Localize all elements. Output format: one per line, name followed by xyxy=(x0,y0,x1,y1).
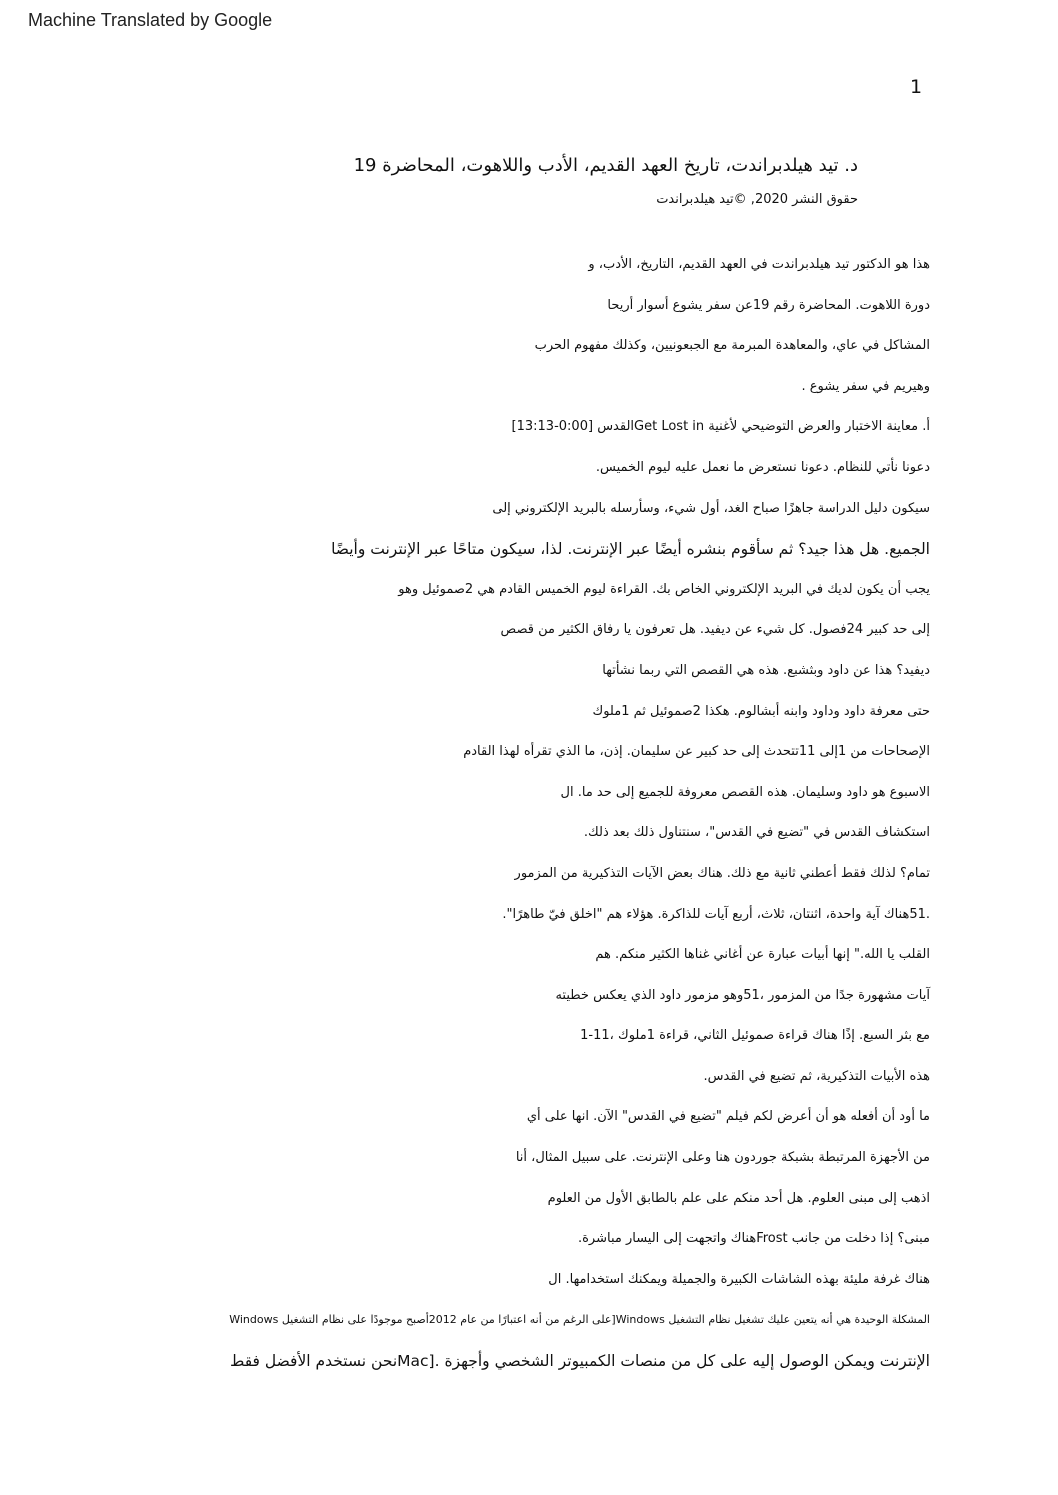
transcript-body xyxy=(110,254,930,1391)
text-line: دعونا نأتي للنظام. دعونا نستعرض ما نعمل عليه ليوم الخميس. xyxy=(595,459,930,475)
text-line: هذا هو الدكتور تيد هيلدبراندت في العهد القديم، التاريخ، الأدب، و xyxy=(588,257,930,272)
text-line: حتى معرفة داود وداود وابنه أبشالوم. هكذا 2صموئيل ثم 1ملوك xyxy=(592,703,930,719)
section-heading: أ. معاينة الاختبار والعرض التوضيحي لأغنية Get Lost inالقدس [0:00-13:13] xyxy=(511,419,930,435)
text-line: دورة اللاهوت. المحاضرة رقم 19عن سفر يشوع أسوار أريحا xyxy=(607,297,930,313)
text-line: القلب يا الله." إنها أبيات عبارة عن أغاني غناها الكثير منكم. هم xyxy=(595,947,930,963)
text-line: من الأجهزة المرتبطة بشبكة جوردون هنا وعلى الإنترنت. على سبيل المثال، أنا xyxy=(515,1150,930,1166)
text-line: استكشاف القدس في "تضيع في القدس"، سنتناول ذلك بعد ذلك. xyxy=(583,825,930,841)
text-line: إلى حد كبير 24فصول. كل شيء عن ديفيد. هل تعرفون يا رفاق الكثير من قصص xyxy=(500,622,930,638)
text-line: هذه الأبيات التذكيرية، ثم تضيع في القدس. xyxy=(703,1068,930,1084)
text-line: سيكون دليل الدراسة جاهزًا صباح الغد، أول شيء، وسأرسله بالبريد الإلكتروني إلى xyxy=(492,500,930,516)
text-line: هناك غرفة مليئة بهذه الشاشات الكبيرة والجميلة ويمكنك استخدامها. ال xyxy=(548,1271,930,1287)
text-line: المشاكل في عاي، والمعاهدة المبرمة مع الجبعونيين، وكذلك مفهوم الحرب xyxy=(534,338,930,354)
text-line: .51هناك آية واحدة، اثنتان، ثلاث، أربع آيات للذاكرة. هؤلاء هم "اخلق فيّ طاهرًا". xyxy=(502,906,930,922)
text-line: الإصحاحات من 1إلى 11تتحدث إلى حد كبير عن سليمان. إذن، ما الذي تقرأه لهذا القادم xyxy=(463,744,930,760)
text-line: مبنى؟ إذا دخلت من جانب Frostهناك واتجهت إلى اليسار مباشرة. xyxy=(577,1231,930,1247)
text-line: ما أود أن أفعله هو أن أعرض لكم فيلم "تضيع في القدس" الآن. انها على أي xyxy=(526,1109,930,1125)
page-number: 1 xyxy=(910,76,923,98)
machine-translation-banner: Machine Translated by Google xyxy=(28,10,273,30)
text-line: وهيريم في سفر يشوع . xyxy=(801,378,930,394)
copyright-line: حقوق النشر 2020, ©تيد هيلدبراندت xyxy=(656,192,858,207)
text-line: اذهب إلى مبنى العلوم. هل أحد منكم على علم بالطابق الأول من العلوم xyxy=(547,1190,930,1206)
text-line: الجميع. هل هذا جيد؟ ثم سأقوم بنشره أيضًا عبر الإنترنت. لذا، سيكون متاحًا عبر الإنترنت وأيضًا xyxy=(331,540,930,559)
text-line: آيات مشهورة جدًا من المزمور ،51وهو مزمور داود الذي يعكس خطيته xyxy=(555,987,930,1003)
text-line: الإنترنت ويمكن الوصول إليه على كل من منصات الكمبيوتر الشخصي وأجهزة .[Macنحن نستخدم الأفضل فقط xyxy=(229,1352,930,1371)
text-line: يجب أن يكون لديك في البريد الإلكتروني الخاص بك. القراءة ليوم الخميس القادم هي 2صموئيل وهو xyxy=(398,581,930,597)
text-line: مع بثر السبع. إذًا هناك قراءة صموئيل الثاني، قراءة 1ملوك ،11-1 xyxy=(580,1028,930,1044)
text-line: ديفيد؟ هذا عن داود وبثشبع. هذه هي القصص التي ربما نشأتها xyxy=(602,662,930,678)
text-line: تمام؟ لذلك فقط أعطني ثانية مع ذلك. هناك بعض الآيات التذكيرية من المزمور xyxy=(514,865,930,881)
text-line: الاسبوع هو داود وسليمان. هذه القصص معروفة للجميع إلى حد ما. ال xyxy=(560,784,930,800)
text-line: المشكلة الوحيدة هي أنه يتعين عليك تشغيل نظام التشغيل Windows[على الرغم من أنه اعتبارًا من عام 2012أصبح موجودًا على نظام التشغيل Windows xyxy=(229,1313,930,1327)
document-title: د. تيد هيلدبراندت، تاريخ العهد القديم، الأدب واللاهوت، المحاضرة 19 xyxy=(353,155,858,176)
